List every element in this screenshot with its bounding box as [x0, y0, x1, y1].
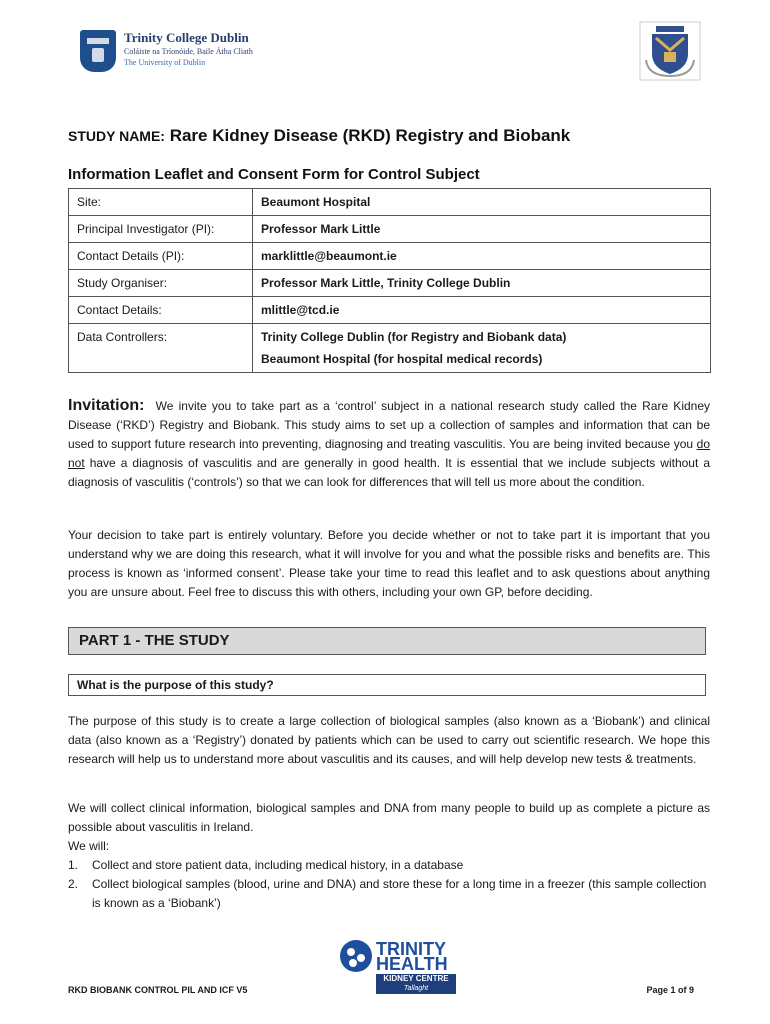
purpose-question: What is the purpose of this study?: [68, 674, 706, 696]
data-controller-1: Trinity College Dublin (for Registry and Biobank data): [261, 330, 567, 344]
data-controller-2: Beaumont Hospital (for hospital medical records): [261, 352, 543, 366]
logo-word-health: HEALTH: [376, 954, 448, 974]
tcd-irish-name: Coláiste na Tríonóide, Baile Átha Cliath: [124, 47, 253, 56]
logo-band: [376, 974, 456, 994]
tcd-name: Trinity College Dublin: [124, 30, 249, 45]
beaumont-crest-icon: [638, 20, 702, 82]
invitation-text-end: have a diagnosis of vasculitis and are generally in good health. It is essential that we include subjects without a diagnosis of vasculitis (‘controls’) so that we can look for differences that will tell us more about the condition.: [68, 456, 710, 489]
tcd-logo: [80, 30, 260, 74]
collect-paragraph: We will collect clinical information, biological samples and DNA from many people to build up as complete a picture as possible about vasculitis in Ireland.: [68, 801, 710, 834]
part1-heading: PART 1 - THE STUDY: [68, 627, 706, 655]
invitation-label: Invitation:: [68, 397, 145, 414]
organiser-key: Study Organiser:: [69, 270, 253, 297]
data-controllers-key: Data Controllers:: [69, 324, 253, 373]
we-will-label: We will:: [68, 839, 110, 853]
we-will-list: [68, 856, 710, 913]
invitation-underlined: do not: [68, 437, 710, 470]
table-row: [69, 297, 711, 324]
study-info-table: [68, 188, 711, 373]
kidney-footprints-icon: [340, 940, 372, 972]
tcd-university-name: The University of Dublin: [124, 58, 206, 67]
purpose-paragraph: The purpose of this study is to create a large collection of biological samples (also known as a ‘Biobank’) and clinical data (also known as a ‘Registry’) donated by patients which can be used to carry out scientific research. We hope this research will help us to understand more about vasculitis and its causes, and will help develop new tests & treatments.: [68, 714, 710, 766]
table-row: [69, 324, 711, 373]
list-number: 1.: [68, 858, 79, 872]
pi-contact-key: Contact Details (PI):: [69, 243, 253, 270]
invitation-paragraph: [68, 396, 710, 492]
site-key: Site:: [69, 189, 253, 216]
list-item: [68, 856, 710, 875]
study-title: [68, 126, 570, 146]
invitation-text-start: We invite you to take part as a ‘control’ subject in a national research study called the Rare Kidney Disease (‘RKD’) Registry and Biobank. This study aims to set up a collection of samples and information that can be used to support future research into preventing, diagnosing and treating vasculitis. You are being invited because you: [68, 399, 711, 451]
pi-contact-value: marklittle@beaumont.ie: [253, 243, 711, 270]
table-row: [69, 270, 711, 297]
logo-word-trinity: TRINITY: [376, 939, 446, 959]
table-row: [69, 189, 711, 216]
site-value: Beaumont Hospital: [253, 189, 711, 216]
table-row: [69, 216, 711, 243]
data-controllers-value: [253, 324, 711, 373]
leaflet-title: Information Leaflet and Consent Form for Control Subject: [68, 166, 480, 183]
pi-key: Principal Investigator (PI):: [69, 216, 253, 243]
footer-page-number: Page 1 of 9: [646, 985, 694, 995]
contact-key: Contact Details:: [69, 297, 253, 324]
logo-kidney-centre: KIDNEY CENTRE: [383, 974, 449, 983]
pi-value: Professor Mark Little: [253, 216, 711, 243]
tcd-shield-icon: [80, 30, 116, 72]
contact-value: mlittle@tcd.ie: [253, 297, 711, 324]
list-text: Collect biological samples (blood, urine and DNA) and store these for a long time in a freezer (this sample collection is known as a ‘Biobank’): [92, 877, 707, 910]
trinity-health-logo: [340, 940, 460, 996]
table-row: [69, 243, 711, 270]
voluntary-paragraph: Your decision to take part is entirely voluntary. Before you decide whether or not to take part it is important that you understand why we are doing this research, what it will involve for you and what the possible risks and benefits are. This process is known as ‘informed consent’. Please take your time to read this leaflet and to ask questions about anything you are unsure about. Feel free to discuss this with others, including your own GP, before deciding.: [68, 528, 710, 599]
study-name: Rare Kidney Disease (RKD) Registry and Biobank: [169, 126, 571, 145]
list-text: Collect and store patient data, including medical history, in a database: [92, 858, 464, 872]
list-number: 2.: [68, 877, 79, 891]
logo-tallaght: Tallaght: [403, 985, 429, 992]
organiser-value: Professor Mark Little, Trinity College Dublin: [253, 270, 711, 297]
study-name-label: STUDY NAME:: [68, 128, 165, 144]
list-item: [68, 875, 710, 913]
footer-document-id: RKD BIOBANK CONTROL PIL AND ICF V5: [68, 985, 248, 995]
